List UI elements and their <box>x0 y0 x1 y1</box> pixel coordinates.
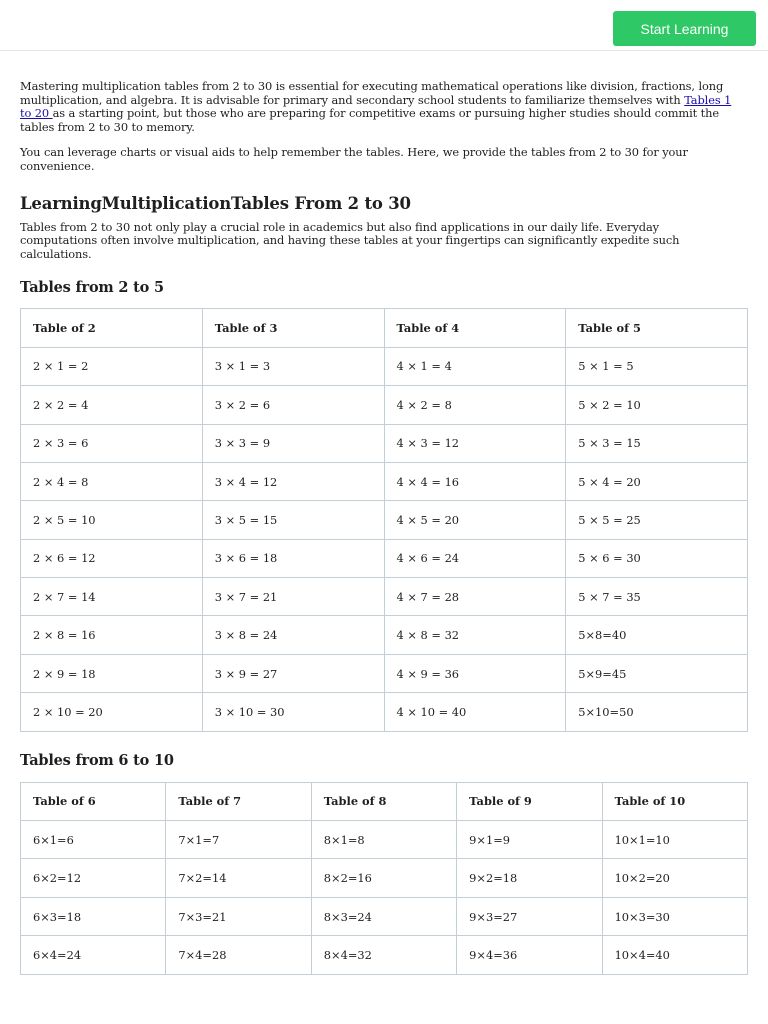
tables-2-5-table <box>20 308 748 731</box>
table-cell: 3 × 3 = 9 <box>202 424 384 462</box>
table-cell: 8×4=32 <box>311 936 456 974</box>
table-cell: 3 × 9 = 27 <box>202 654 384 692</box>
table-cell: 8×1=8 <box>311 821 456 859</box>
table-cell: 3 × 10 = 30 <box>202 693 384 731</box>
column-header: Table of 4 <box>384 309 566 347</box>
table-cell: 7×1=7 <box>166 821 311 859</box>
column-header: Table of 5 <box>566 309 748 347</box>
table-cell: 9×2=18 <box>457 859 602 897</box>
table-cell: 4 × 7 = 28 <box>384 578 566 616</box>
table-row <box>21 654 748 692</box>
table-header-row <box>21 782 748 820</box>
table-row <box>21 936 748 974</box>
tables-6-10-table <box>20 782 748 975</box>
table-row <box>21 386 748 424</box>
table-cell: 2 × 7 = 14 <box>21 578 203 616</box>
table-cell: 2 × 3 = 6 <box>21 424 203 462</box>
table-cell: 9×1=9 <box>457 821 602 859</box>
table-cell: 4 × 9 = 36 <box>384 654 566 692</box>
table-cell: 5 × 2 = 10 <box>566 386 748 424</box>
table-header-row <box>21 309 748 347</box>
table-cell: 2 × 4 = 8 <box>21 462 203 500</box>
table-cell: 10×1=10 <box>602 821 747 859</box>
table-cell: 5 × 1 = 5 <box>566 347 748 385</box>
table-cell: 5 × 5 = 25 <box>566 501 748 539</box>
table-cell: 5 × 4 = 20 <box>566 462 748 500</box>
table-cell: 3 × 2 = 6 <box>202 386 384 424</box>
section-paragraph: Tables from 2 to 30 not only play a crucial role in academics but also find applications in our daily life. Everyday computations often involve multiplication, and having these tables at your fingertips can significantly expedite such calculations. <box>20 219 680 261</box>
table-cell: 9×4=36 <box>457 936 602 974</box>
tables-6-10-heading: Tables from 6 to 10 <box>20 751 174 769</box>
intro-paragraph-1 <box>20 80 738 134</box>
table-cell: 4 × 1 = 4 <box>384 347 566 385</box>
table-cell: 9×3=27 <box>457 897 602 935</box>
table-cell: 8×3=24 <box>311 897 456 935</box>
table-cell: 2 × 6 = 12 <box>21 539 203 577</box>
table-row <box>21 578 748 616</box>
table-row <box>21 462 748 500</box>
table-row <box>21 616 748 654</box>
table-row <box>21 424 748 462</box>
column-header: Table of 2 <box>21 309 203 347</box>
column-header: Table of 3 <box>202 309 384 347</box>
table-cell: 5×8=40 <box>566 616 748 654</box>
table-cell: 8×2=16 <box>311 859 456 897</box>
section-heading: LearningMultiplicationTables From 2 to 30 <box>20 193 411 213</box>
table-cell: 5 × 6 = 30 <box>566 539 748 577</box>
table-cell: 4 × 2 = 8 <box>384 386 566 424</box>
table-cell: 5×10=50 <box>566 693 748 731</box>
table-cell: 2 × 2 = 4 <box>21 386 203 424</box>
column-header: Table of 8 <box>311 782 456 820</box>
table-cell: 3 × 8 = 24 <box>202 616 384 654</box>
intro-text-before-link: Mastering multiplication tables from 2 to 30 is essential for executing mathematical operations like division, fractions, long multiplication, and algebra. It is advisable for primary and secondary school students to familiarize themselves with <box>20 79 724 107</box>
intro-text-after-link: as a starting point, but those who are preparing for competitive exams or pursuing higher studies should commit the tables from 2 to 30 to memory. <box>20 106 720 134</box>
column-header: Table of 9 <box>457 782 602 820</box>
table-cell: 4 × 3 = 12 <box>384 424 566 462</box>
top-bar <box>0 0 768 51</box>
intro-paragraph-2: You can leverage charts or visual aids to help remember the tables. Here, we provide the tables from 2 to 30 for your convenience. <box>20 145 688 173</box>
table-cell: 4 × 10 = 40 <box>384 693 566 731</box>
table-cell: 2 × 5 = 10 <box>21 501 203 539</box>
column-header: Table of 7 <box>166 782 311 820</box>
table-cell: 10×3=30 <box>602 897 747 935</box>
table-cell: 10×4=40 <box>602 936 747 974</box>
table-cell: 3 × 1 = 3 <box>202 347 384 385</box>
table-cell: 3 × 7 = 21 <box>202 578 384 616</box>
table-cell: 2 × 1 = 2 <box>21 347 203 385</box>
column-header: Table of 10 <box>602 782 747 820</box>
table-cell: 4 × 5 = 20 <box>384 501 566 539</box>
table-cell: 3 × 5 = 15 <box>202 501 384 539</box>
table-row <box>21 859 748 897</box>
table-cell: 5 × 7 = 35 <box>566 578 748 616</box>
table-row <box>21 501 748 539</box>
table-cell: 4 × 6 = 24 <box>384 539 566 577</box>
table-cell: 6×1=6 <box>21 821 166 859</box>
table-cell: 6×2=12 <box>21 859 166 897</box>
table-cell: 4 × 4 = 16 <box>384 462 566 500</box>
table-cell: 6×3=18 <box>21 897 166 935</box>
table-row <box>21 821 748 859</box>
table-cell: 7×2=14 <box>166 859 311 897</box>
table-row <box>21 897 748 935</box>
table-cell: 5 × 3 = 15 <box>566 424 748 462</box>
tables-2-5-heading: Tables from 2 to 5 <box>20 279 164 297</box>
tables-1-to-20-link[interactable]: Tables 1 to 20 <box>20 92 732 121</box>
table-row <box>21 347 748 385</box>
table-row <box>21 539 748 577</box>
table-cell: 4 × 8 = 32 <box>384 616 566 654</box>
table-cell: 5×9=45 <box>566 654 748 692</box>
column-header: Table of 6 <box>21 782 166 820</box>
table-cell: 10×2=20 <box>602 859 747 897</box>
table-cell: 2 × 10 = 20 <box>21 693 203 731</box>
article <box>20 80 738 975</box>
table-cell: 2 × 8 = 16 <box>21 616 203 654</box>
table-cell: 2 × 9 = 18 <box>21 654 203 692</box>
table-cell: 3 × 6 = 18 <box>202 539 384 577</box>
table-cell: 6×4=24 <box>21 936 166 974</box>
table-cell: 3 × 4 = 12 <box>202 462 384 500</box>
table-cell: 7×3=21 <box>166 897 311 935</box>
table-row <box>21 693 748 731</box>
table-cell: 7×4=28 <box>166 936 311 974</box>
start-learning-button[interactable]: Start Learning <box>613 11 756 46</box>
